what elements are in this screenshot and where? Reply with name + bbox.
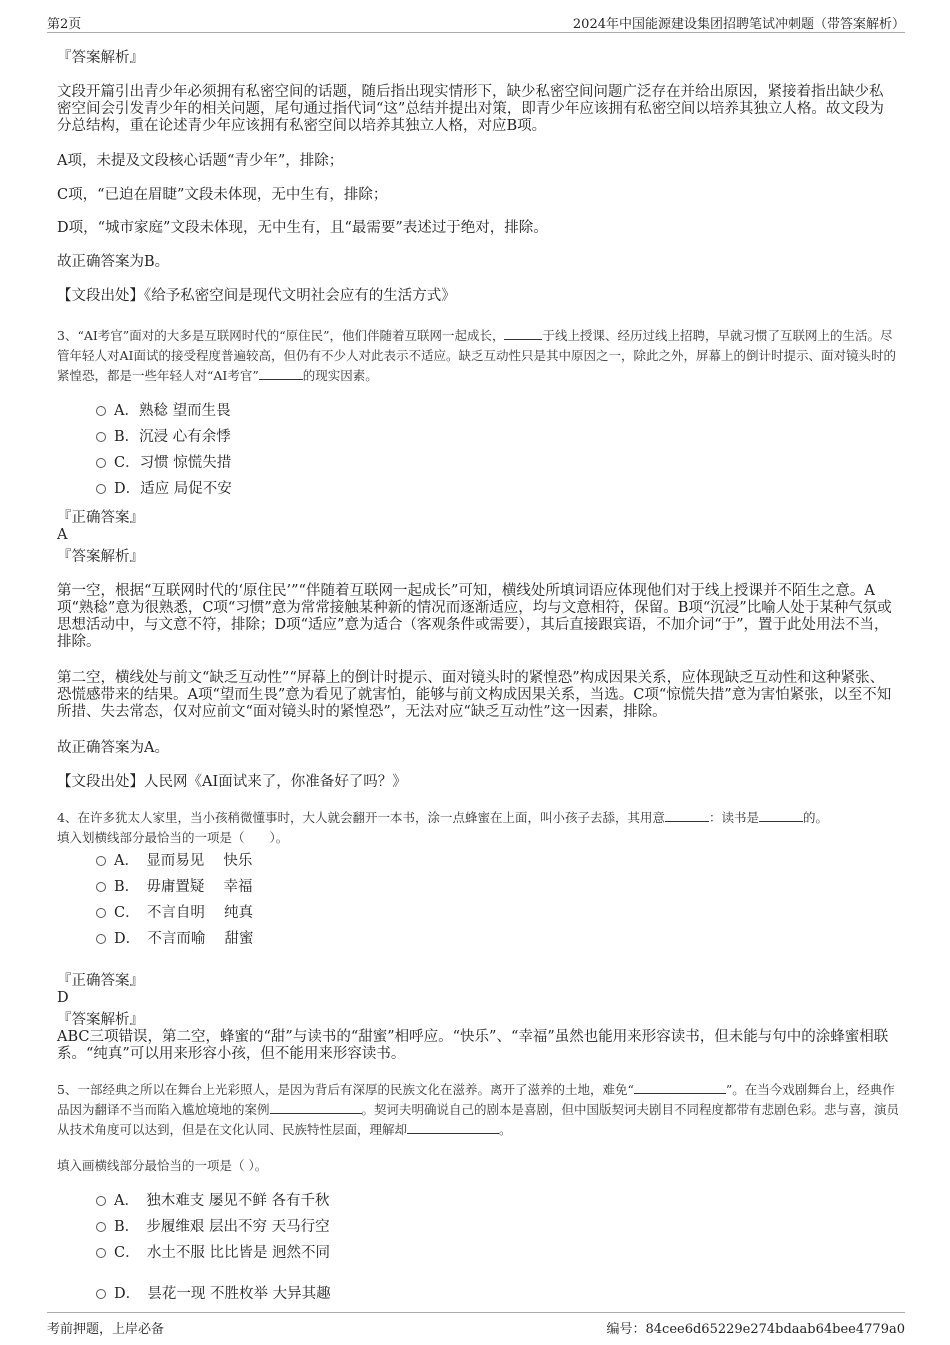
footer-slogan: 考前押题，上岸必备 — [47, 1322, 165, 1337]
q5-option-c[interactable]: C． 水土不服 比比皆是 迥然不同 — [96, 1244, 330, 1262]
q2-analysis-label: 『答案解析』 — [57, 50, 144, 66]
q4-option-c[interactable]: C． 不言自明 纯真 — [96, 904, 253, 922]
q3-option-a[interactable]: A．熟稔 望而生畏 — [96, 402, 231, 420]
q4-analysis-label: 『答案解析』 — [57, 1012, 144, 1028]
q3-option-d[interactable]: D．适应 局促不安 — [96, 480, 232, 498]
q2-source: 【文段出处】《给予私密空间是现代文明社会应有的生活方式》 — [57, 288, 456, 304]
q4-option-a[interactable]: A． 显而易见 快乐 — [96, 852, 252, 870]
page-footer — [47, 1312, 905, 1337]
q4-instruction: 填入划横线部分最恰当的一项是（ ）。 — [57, 830, 289, 845]
q5-option-b[interactable]: B． 步履维艰 层出不穷 天马行空 — [96, 1218, 330, 1236]
q3-option-b[interactable]: B．沉浸 心有余悸 — [96, 428, 231, 446]
q4-option-b[interactable]: B． 毋庸置疑 幸福 — [96, 878, 253, 896]
radio-icon[interactable] — [96, 1248, 106, 1258]
q5-option-d[interactable]: D． 昙花一现 不胜枚举 大异其趣 — [96, 1285, 331, 1303]
radio-icon[interactable] — [96, 458, 106, 468]
q2-option-a-note: A项，未提及文段核心话题“青少年”，排除； — [57, 153, 344, 169]
q3-analysis-para2: 第二空，横线处与前文“缺乏互动性”“屏幕上的倒计时提示、面对镜头时的紧惶恐”构成因果关系，应体现缺乏互动性和这种紧张、恐慌感带来的结果。A项“望而生畏”意为看见了就害怕，能够与前文构成因果关系，当选。C项“惊慌失措”意为害怕紧张，以至不知所措、失去常态，仅对应前文“面对镜头时的紧惶恐”，无法对应“缺乏互动性”这一因素，排除。 — [57, 670, 892, 720]
q2-answer: 故正确答案为B。 — [57, 254, 170, 270]
q3-answer: 故正确答案为A。 — [57, 740, 169, 756]
q3-analysis-para1: 第一空，根据“互联网时代的‘原住民’”“伴随着互联网一起成长”可知，横线处所填词语应体现他们对于线上授课并不陌生之意。A项“熟稔”意为很熟悉，C项“习惯”意为常常接触某种新的情况而逐渐适应，均与文意相符，保留。B项“沉浸”比喻人处于某种气氛或思想活动中，与文意不符，排除；D项“适应”意为适合（客观条件或需要），其后直接跟宾语，不加介词“于”，置于此处用法不当，排除。 — [57, 583, 892, 650]
radio-icon[interactable] — [96, 484, 106, 494]
q2-option-c-note: C项，“已迫在眉睫”文段未体现，无中生有，排除； — [57, 187, 388, 203]
page-number: 第2页 — [47, 17, 82, 32]
radio-icon[interactable] — [96, 1289, 106, 1299]
q3-source: 【文段出处】人民网《AI面试来了，你准备好了吗？》 — [57, 774, 407, 790]
q5-option-a[interactable]: A． 独木难支 屡见不鲜 各有千秋 — [96, 1192, 329, 1210]
q4-stem: 4、在许多犹太人家里，当小孩稍微懂事时，大人就会翻开一本书，涂一点蜂蜜在上面，叫小孩子去舔，其用意 ：读书是 的。 — [57, 810, 828, 825]
radio-icon[interactable] — [96, 908, 106, 918]
radio-icon[interactable] — [96, 432, 106, 442]
radio-icon[interactable] — [96, 1196, 106, 1206]
q5-instruction: 填入画横线部分最恰当的一项是（ ）。 — [57, 1158, 268, 1173]
radio-icon[interactable] — [96, 934, 106, 944]
page-header — [47, 12, 905, 33]
q2-option-d-note: D项，“城市家庭”文段未体现，无中生有，且“最需要”表述过于绝对，排除。 — [57, 220, 548, 236]
q3-correct-label: 『正确答案』 — [57, 510, 144, 526]
document-title: 2024年中国能源建设集团招聘笔试冲刺题（带答案解析） — [572, 17, 905, 32]
q5-stem: 5、一部经典之所以在舞台上光彩照人，是因为背后有深厚的民族文化在滋养。离开了滋养的土地，难免“ ”。在当今戏剧舞台上，经典作品因为翻译不当而陷入尴尬境地的案例 。契诃夫明确说自己的剧本是喜剧，但中国版契诃夫剧目不同程度都带有悲剧色彩。悲与喜，演员从技术角度可以达到，但是在文化认同、民族特性层面，理解却 。 — [57, 1082, 900, 1137]
radio-icon[interactable] — [96, 882, 106, 892]
q3-stem: 3、“AI考官”面对的大多是互联网时代的“原住民”，他们伴随着互联网一起成长， 于线上授课、经历过线上招聘，早就习惯了互联网上的生活。尽管年轻人对AI面试的接受程度普遍较高，但仍有不少人对此表示不适应。缺乏互动性只是其中原因之一，除此之外，屏幕上的倒计时提示、面对镜头时的紧惶恐，都是一些年轻人对“AI考官” 的现实因素。 — [57, 328, 896, 383]
document-code: 编号：84cee6d65229e274bdaab64bee4779a0 — [606, 1322, 905, 1337]
q4-correct-answer: D — [57, 990, 69, 1006]
radio-icon[interactable] — [96, 406, 106, 416]
q3-analysis-label: 『答案解析』 — [57, 549, 144, 565]
radio-icon[interactable] — [96, 856, 106, 866]
radio-icon[interactable] — [96, 1222, 106, 1232]
q4-analysis-text: ABC三项错误，第二空，蜂蜜的“甜”与读书的“甜蜜”相呼应。“快乐”、“幸福”虽然也能用来形容读书，但未能与句中的涂蜂蜜相联系。“纯真”可以用来形容小孩，但不能用来形容读书。 — [57, 1029, 889, 1062]
q4-option-d[interactable]: D． 不言而喻 甜蜜 — [96, 930, 253, 948]
q3-correct-answer: A — [57, 527, 68, 543]
q2-analysis-text: 文段开篇引出青少年必须拥有私密空间的话题，随后指出现实情形下，缺少私密空间问题广泛存在并给出原因，紧接着指出缺少私密空间会引发青少年的相关问题，尾句通过指代词“这”总结并提出对策，即青少年应该拥有私密空间以培养其独立人格。故文段为分总结构，重在论述青少年应该拥有私密空间以培养其独立人格，对应B项。 — [57, 84, 884, 134]
q3-option-c[interactable]: C．习惯 惊慌失措 — [96, 454, 231, 472]
q4-correct-label: 『正确答案』 — [57, 973, 144, 989]
